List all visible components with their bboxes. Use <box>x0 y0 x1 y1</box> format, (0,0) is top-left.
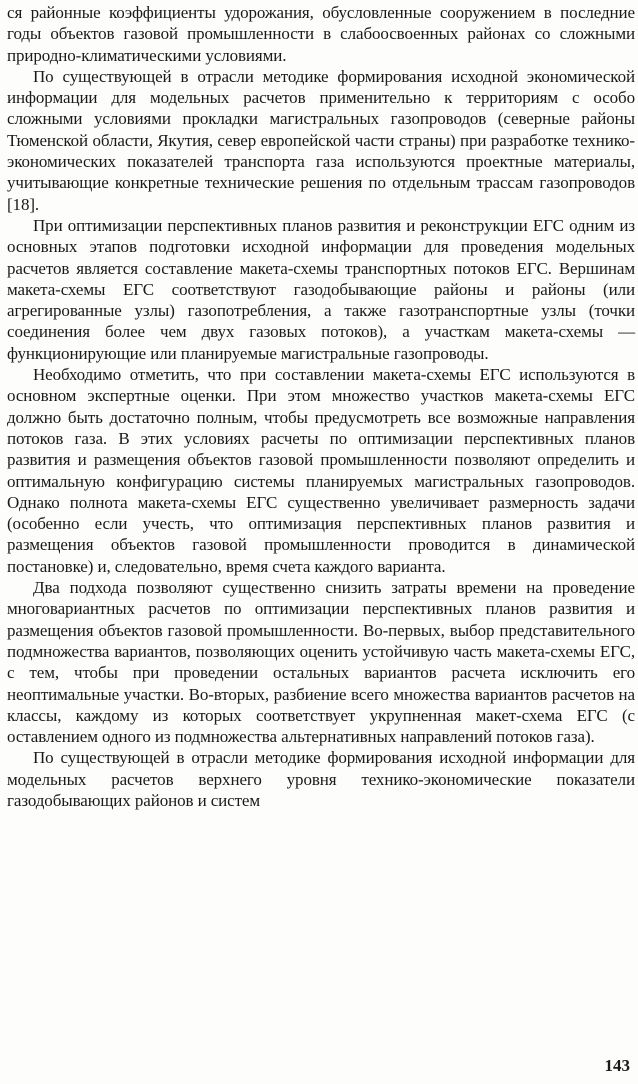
paragraph: Необходимо отметить, что при составлении макета-схемы ЕГС используются в основном экспертные оценки. При этом множество участков макета-схемы ЕГС должно быть достаточно полным, чтобы предусмотреть все возможные направления потоков газа. В этих условиях расчеты по оптимизации перспективных планов развития и размещения объектов газовой промышленности позволяют определить и оптимальную конфигурацию системы планируемых магистральных газопроводов. Однако полнота макета-схемы ЕГС существенно увеличивает размерность задачи (особенно если учесть, что оптимизация перспективных планов развития и размещения объектов газовой промышленности проводится в динамической постановке) и, следовательно, время счета каждого варианта. <box>7 365 635 576</box>
body-text <box>7 2 635 811</box>
page-number: 143 <box>604 1056 630 1075</box>
paragraph: По существующей в отрасли методике формирования исходной экономической информации для модельных расчетов применительно к территориям с особо сложными условиями прокладки магистральных газопроводов (северные районы Тюменской области, Якутия, север европейской части страны) при разработке технико-экономических показателей транспорта газа используются проектные материалы, учитывающие конкретные технические решения по отдельным трассам газопроводов [18]. <box>7 66 635 214</box>
paragraph: ся районные коэффициенты удорожания, обусловленные сооружением в последние годы объектов газовой промышленности в слабоосвоенных районах со сложными природно-климатическими условиями. <box>7 3 635 65</box>
paragraph: При оптимизации перспективных планов развития и реконструкции ЕГС одним из основных этапов подготовки исходной информации для проведения модельных расчетов является составление макета-схемы транспортных потоков ЕГС. Вершинам макета-схемы ЕГС соответствуют газодобывающие районы и районы (или агрегированные узлы) газопотребления, а также газотранспортные узлы (точки соединения более чем двух газовых потоков), а участкам макета-схемы — функционирующие или планируемые магистральные газопроводы. <box>7 215 635 363</box>
paragraph: По существующей в отрасли методике формирования исходной информации для модельных расчетов верхнего уровня технико-экономические показатели газодобывающих районов и систем <box>7 748 635 810</box>
paragraph: Два подхода позволяют существенно снизить затраты времени на проведение многовариантных расчетов по оптимизации перспективных планов развития и размещения объектов газовой промышленности. Во-первых, выбор представительного подмножества вариантов, позволяющих оценить устойчивую часть макета-схемы ЕГС, с тем, чтобы при проведении остальных вариантов расчета исключить его неоптимальные участки. Во-вторых, разбиение всего множества вариантов расчетов на классы, каждому из которых соответствует укрупненная макет-схема ЕГС (с оставлением одного из подмножества альтернативных направлений потоков газа). <box>7 578 635 747</box>
